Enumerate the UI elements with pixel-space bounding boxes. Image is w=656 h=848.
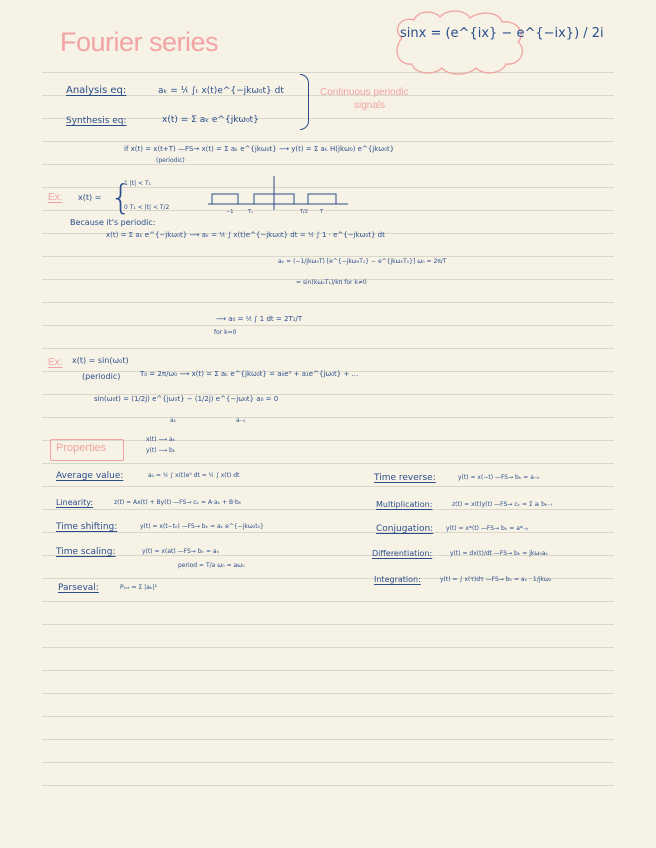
prop-parseval-name: Parseval: (58, 583, 99, 593)
ex2-line2: sin(ω₀t) = (1/2j) e^{jω₀t} − (1/2j) e^{−jω₀t} a₀ = 0 (94, 395, 279, 403)
ex1-because: Because it's periodic: (70, 218, 156, 227)
svg-text:T/2: T/2 (300, 209, 308, 215)
prop-average-name: Average value: (56, 471, 124, 481)
ex1-line4: ⟶ a₀ = ¹⁄ₜ ∫ 1 dt = 2T₁/T (216, 315, 303, 323)
prop-parseval-formula: Pₜₒₜ = Σ |aₖ|² (120, 584, 157, 591)
ex2-a1: a₁ (170, 417, 177, 424)
prop-conjugation-name: Conjugation: (376, 524, 434, 534)
analysis-label: Analysis eq: (66, 85, 127, 96)
properties-label: Properties (56, 442, 107, 454)
prop-linearity-formula: z(t) = Ax(t) + By(t) —FS→ cₖ = A·aₖ + B·bₖ (114, 499, 242, 506)
page-title: Fourier series (60, 27, 219, 57)
properties-pair2: y(t) ⟶ bₖ (146, 447, 176, 454)
ex1-line3: = sin(kω₀T₁)/kπ for k≠0 (296, 279, 367, 286)
svg-text:T: T (320, 209, 324, 215)
prop-timescale-sub: period = T/a ω₀ = aω₀ (178, 562, 245, 569)
prop-differentiation-name: Differentiation: (372, 549, 433, 558)
ex1-def-label: x(t) = (78, 193, 102, 202)
prop-integration-name: Integration: (374, 575, 421, 584)
ex2-periodic: (periodic) (82, 372, 121, 381)
ex1-case1: 1 |t| < T₁ (124, 180, 152, 187)
note-line1: Continuous periodic (320, 87, 409, 98)
svg-text:T₁: T₁ (248, 209, 254, 215)
prop-timescale-formula: y(t) = x(at) —FS→ bₖ = aₖ (142, 548, 220, 555)
square-wave-plot (208, 176, 348, 216)
prop-timescale-name: Time scaling: (56, 547, 116, 557)
ex1-line1: x(t) = Σ aₖ e^{−jkω₀t} ⟶ aₖ = ¹⁄ₜ ∫ x(t)e^{−jkω₀t} dt = ¹⁄ₜ ∫ 1 · e^{−jkω₀t} dt (106, 231, 385, 239)
note-line2: signals (354, 100, 386, 111)
cloud-shape (390, 8, 530, 78)
properties-pair1: x(t) ⟶ aₖ (146, 436, 176, 443)
ex2-a-minus1: a₋₁ (236, 417, 246, 424)
periodic-line: if x(t) = x(t+T) —FS→ x(t) = Σ aₖ e^{jkω₀t} ⟶ y(t) = Σ aₖ H(jkω₀) e^{jkω₀t} (124, 145, 395, 153)
ex2-signal: x(t) = sin(ω₀t) (72, 356, 129, 365)
ex1-line4-sub: for k=0 (214, 329, 237, 336)
svg-text:−1: −1 (226, 209, 234, 215)
prop-timeshift-name: Time shifting: (56, 522, 118, 532)
ex1-line2: aₖ = (−1/jkω₀T) [e^{−jkω₀T₁} − e^{jkω₀T₁}] ω₀ = 2π/T (278, 258, 447, 265)
ex2-line1: T₀ = 2π/ω₀ ⟶ x(t) = Σ aₖ e^{jkω₀t} = a₀e⁰ + a₁e^{jω₀t} + ... (140, 370, 359, 378)
ex1-case2: 0 T₁ < |t| < T/2 (124, 204, 170, 211)
periodic-sub: (periodic) (156, 157, 185, 164)
prop-differentiation-formula: y(t) = dx(t)/dt —FS→ bₖ = jkω₀aₖ (450, 550, 549, 557)
ex1-curly-brace: { (110, 178, 132, 218)
prop-timereverse-formula: y(t) = x(−t) —FS→ bₖ = a₋ₖ (458, 474, 540, 481)
ex2-tag: Ex: (48, 357, 63, 368)
prop-average-formula: a₀ = ¹⁄ₜ ∫ x(t)e⁰ dt = ¹⁄ₜ ∫ x(t) dt (148, 472, 240, 479)
prop-multiplication-name: Multiplication: (376, 500, 433, 509)
prop-multiplication-formula: z(t) = x(t)y(t) —FS→ cₖ = Σ aₗ bₖ₋ₗ (452, 501, 552, 508)
cloud-text: sinx = (e^{ix} − e^{−ix}) / 2i (400, 26, 604, 41)
ex1-tag: Ex: (48, 192, 63, 203)
synthesis-label: Synthesis eq: (66, 116, 127, 126)
prop-timeshift-formula: y(t) = x(t−t₀) —FS→ bₖ = aₖ e^{−jkω₀t₀} (140, 523, 264, 530)
prop-linearity-name: Linearity: (56, 498, 94, 507)
synthesis-formula: x(t) = Σ aₖ e^{jkω₀t} (162, 115, 259, 125)
prop-conjugation-formula: y(t) = x*(t) —FS→ bₖ = a*₋ₖ (446, 525, 529, 532)
prop-timereverse-name: Time reverse: (374, 473, 436, 483)
prop-integration-formula: y(t) = ∫ x(τ)dτ —FS→ bₖ = aₖ · 1/jkω₀ (440, 576, 552, 583)
brace (300, 74, 309, 130)
analysis-formula: aₖ = ¹⁄ₜ ∫ₜ x(t)e^{−jkω₀t} dt (158, 86, 284, 96)
